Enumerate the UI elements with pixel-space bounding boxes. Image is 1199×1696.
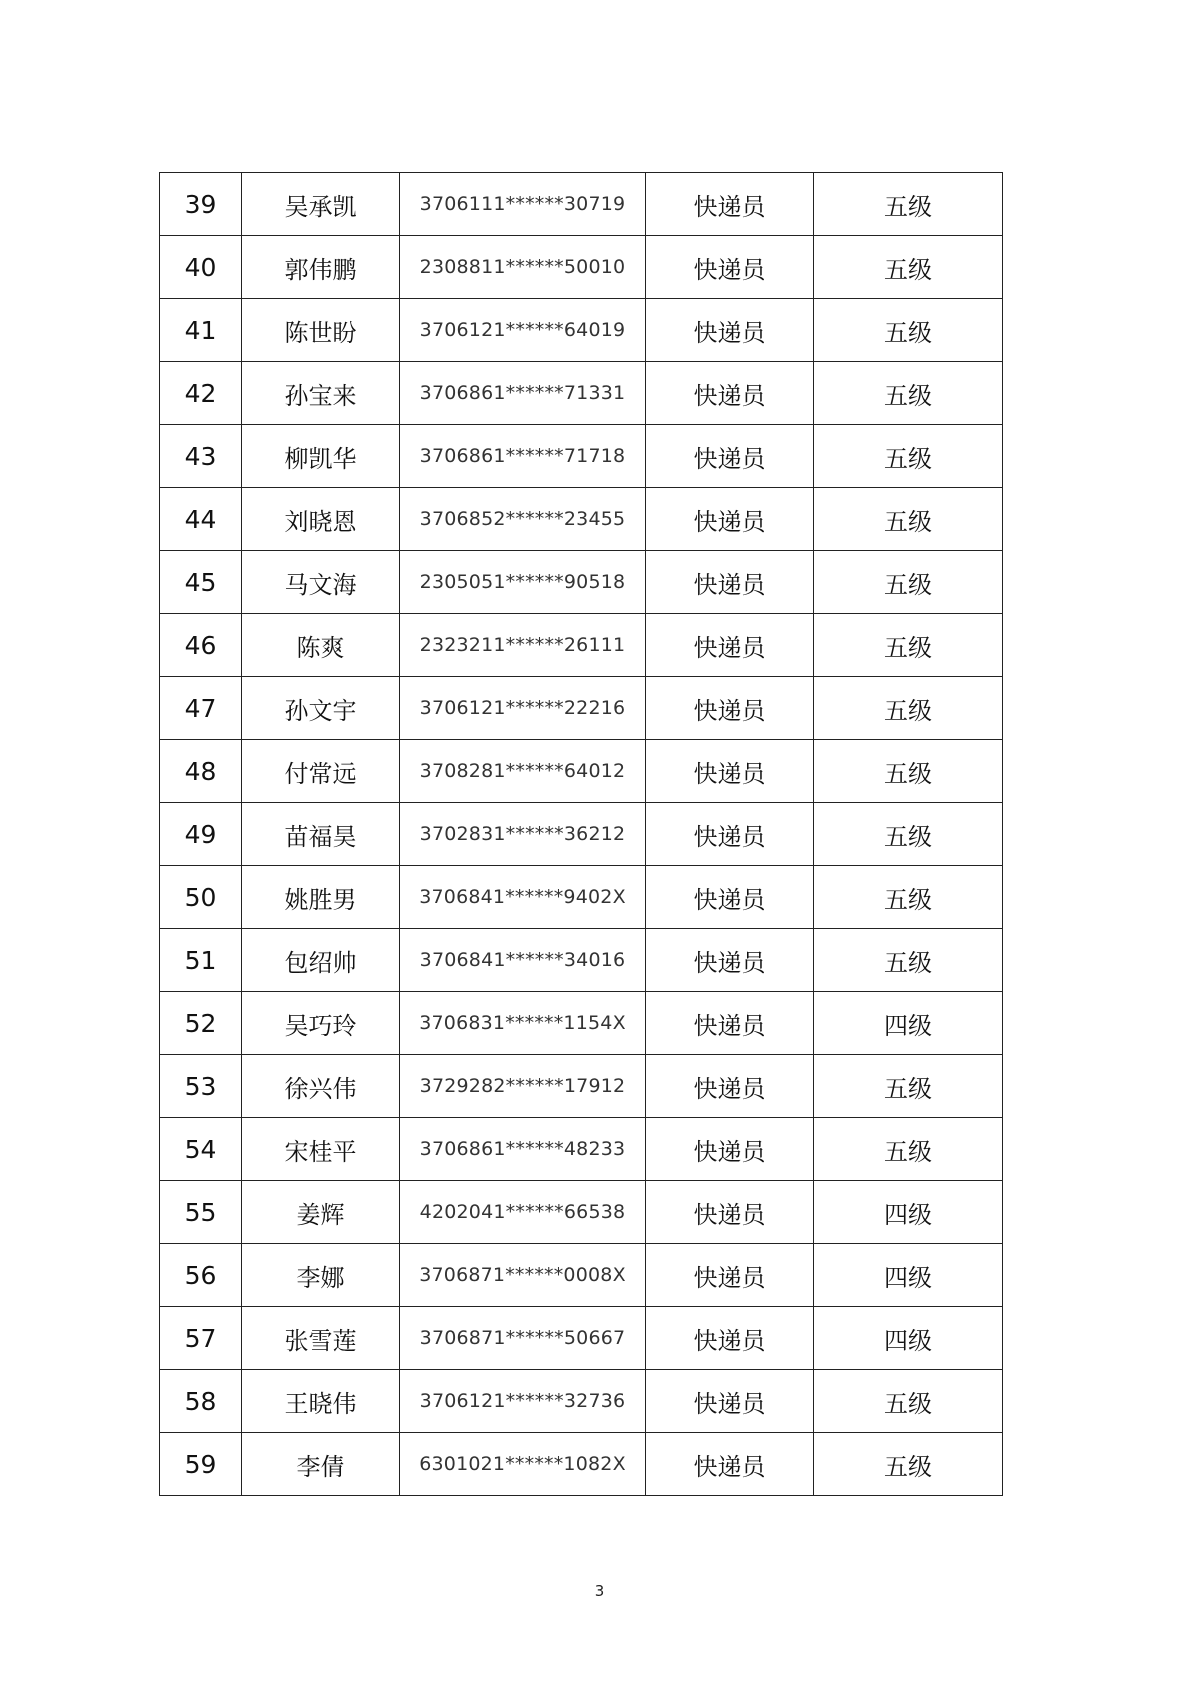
table-row: [160, 1244, 1003, 1307]
occupation-cell: 快递员: [646, 488, 814, 551]
id-number-cell: 3708281******64012: [400, 740, 646, 803]
table-row: [160, 299, 1003, 362]
level-cell: 五级: [814, 1370, 1003, 1433]
occupation-cell: 快递员: [646, 173, 814, 236]
level-cell: 五级: [814, 1433, 1003, 1496]
occupation-cell: 快递员: [646, 614, 814, 677]
occupation-cell: 快递员: [646, 1055, 814, 1118]
name-cell: 付常远: [242, 740, 400, 803]
name-cell: 张雪莲: [242, 1307, 400, 1370]
serial-number-cell: 55: [160, 1181, 242, 1244]
level-cell: 五级: [814, 614, 1003, 677]
level-cell: 五级: [814, 551, 1003, 614]
id-number-cell: 3706871******0008X: [400, 1244, 646, 1307]
level-cell: 五级: [814, 929, 1003, 992]
occupation-cell: 快递员: [646, 803, 814, 866]
id-number-cell: 3706121******32736: [400, 1370, 646, 1433]
name-cell: 陈爽: [242, 614, 400, 677]
name-cell: 姚胜男: [242, 866, 400, 929]
id-number-cell: 4202041******66538: [400, 1181, 646, 1244]
occupation-cell: 快递员: [646, 740, 814, 803]
serial-number-cell: 53: [160, 1055, 242, 1118]
table-row: [160, 803, 1003, 866]
name-cell: 王晓伟: [242, 1370, 400, 1433]
roster-table: [159, 172, 1003, 1496]
table-row: [160, 677, 1003, 740]
occupation-cell: 快递员: [646, 1181, 814, 1244]
table-row: [160, 173, 1003, 236]
level-cell: 五级: [814, 236, 1003, 299]
serial-number-cell: 57: [160, 1307, 242, 1370]
occupation-cell: 快递员: [646, 866, 814, 929]
id-number-cell: 3706861******71718: [400, 425, 646, 488]
serial-number-cell: 54: [160, 1118, 242, 1181]
name-cell: 徐兴伟: [242, 1055, 400, 1118]
id-number-cell: 3706841******34016: [400, 929, 646, 992]
serial-number-cell: 56: [160, 1244, 242, 1307]
name-cell: 柳凯华: [242, 425, 400, 488]
id-number-cell: 6301021******1082X: [400, 1433, 646, 1496]
id-number-cell: 3706111******30719: [400, 173, 646, 236]
occupation-cell: 快递员: [646, 929, 814, 992]
occupation-cell: 快递员: [646, 551, 814, 614]
level-cell: 四级: [814, 1307, 1003, 1370]
id-number-cell: 2323211******26111: [400, 614, 646, 677]
occupation-cell: 快递员: [646, 992, 814, 1055]
table-row: [160, 362, 1003, 425]
level-cell: 五级: [814, 740, 1003, 803]
table-row: [160, 614, 1003, 677]
level-cell: 五级: [814, 866, 1003, 929]
serial-number-cell: 47: [160, 677, 242, 740]
id-number-cell: 3706871******50667: [400, 1307, 646, 1370]
level-cell: 五级: [814, 1055, 1003, 1118]
name-cell: 孙文宇: [242, 677, 400, 740]
occupation-cell: 快递员: [646, 677, 814, 740]
serial-number-cell: 46: [160, 614, 242, 677]
name-cell: 马文海: [242, 551, 400, 614]
table-row: [160, 929, 1003, 992]
table-row: [160, 1433, 1003, 1496]
table-row: [160, 1181, 1003, 1244]
table-row: [160, 236, 1003, 299]
table-row: [160, 1118, 1003, 1181]
occupation-cell: 快递员: [646, 1307, 814, 1370]
level-cell: 五级: [814, 362, 1003, 425]
id-number-cell: 3706831******1154X: [400, 992, 646, 1055]
id-number-cell: 3702831******36212: [400, 803, 646, 866]
id-number-cell: 3706841******9402X: [400, 866, 646, 929]
occupation-cell: 快递员: [646, 299, 814, 362]
serial-number-cell: 59: [160, 1433, 242, 1496]
roster-table-body: [160, 173, 1003, 1496]
level-cell: 四级: [814, 1181, 1003, 1244]
occupation-cell: 快递员: [646, 236, 814, 299]
serial-number-cell: 45: [160, 551, 242, 614]
name-cell: 吴巧玲: [242, 992, 400, 1055]
serial-number-cell: 39: [160, 173, 242, 236]
serial-number-cell: 44: [160, 488, 242, 551]
serial-number-cell: 42: [160, 362, 242, 425]
level-cell: 五级: [814, 425, 1003, 488]
level-cell: 五级: [814, 803, 1003, 866]
table-row: [160, 425, 1003, 488]
table-row: [160, 992, 1003, 1055]
serial-number-cell: 43: [160, 425, 242, 488]
table-row: [160, 740, 1003, 803]
name-cell: 包绍帅: [242, 929, 400, 992]
serial-number-cell: 49: [160, 803, 242, 866]
name-cell: 孙宝来: [242, 362, 400, 425]
level-cell: 五级: [814, 1118, 1003, 1181]
serial-number-cell: 40: [160, 236, 242, 299]
level-cell: 四级: [814, 992, 1003, 1055]
name-cell: 李娜: [242, 1244, 400, 1307]
level-cell: 五级: [814, 299, 1003, 362]
level-cell: 五级: [814, 173, 1003, 236]
table-row: [160, 1370, 1003, 1433]
name-cell: 宋桂平: [242, 1118, 400, 1181]
id-number-cell: 3706121******22216: [400, 677, 646, 740]
occupation-cell: 快递员: [646, 1370, 814, 1433]
id-number-cell: 3706861******48233: [400, 1118, 646, 1181]
id-number-cell: 3706121******64019: [400, 299, 646, 362]
id-number-cell: 3706861******71331: [400, 362, 646, 425]
serial-number-cell: 58: [160, 1370, 242, 1433]
page-number: 3: [594, 1582, 605, 1600]
id-number-cell: 3706852******23455: [400, 488, 646, 551]
name-cell: 郭伟鹏: [242, 236, 400, 299]
occupation-cell: 快递员: [646, 1118, 814, 1181]
name-cell: 吴承凯: [242, 173, 400, 236]
name-cell: 李倩: [242, 1433, 400, 1496]
level-cell: 五级: [814, 677, 1003, 740]
table-row: [160, 1055, 1003, 1118]
serial-number-cell: 41: [160, 299, 242, 362]
name-cell: 刘晓恩: [242, 488, 400, 551]
serial-number-cell: 51: [160, 929, 242, 992]
serial-number-cell: 52: [160, 992, 242, 1055]
id-number-cell: 2305051******90518: [400, 551, 646, 614]
occupation-cell: 快递员: [646, 362, 814, 425]
name-cell: 苗福昊: [242, 803, 400, 866]
name-cell: 陈世盼: [242, 299, 400, 362]
table-row: [160, 1307, 1003, 1370]
occupation-cell: 快递员: [646, 425, 814, 488]
id-number-cell: 3729282******17912: [400, 1055, 646, 1118]
serial-number-cell: 48: [160, 740, 242, 803]
occupation-cell: 快递员: [646, 1433, 814, 1496]
serial-number-cell: 50: [160, 866, 242, 929]
level-cell: 五级: [814, 488, 1003, 551]
id-number-cell: 2308811******50010: [400, 236, 646, 299]
table-row: [160, 488, 1003, 551]
table-row: [160, 551, 1003, 614]
occupation-cell: 快递员: [646, 1244, 814, 1307]
table-row: [160, 866, 1003, 929]
level-cell: 四级: [814, 1244, 1003, 1307]
name-cell: 姜辉: [242, 1181, 400, 1244]
